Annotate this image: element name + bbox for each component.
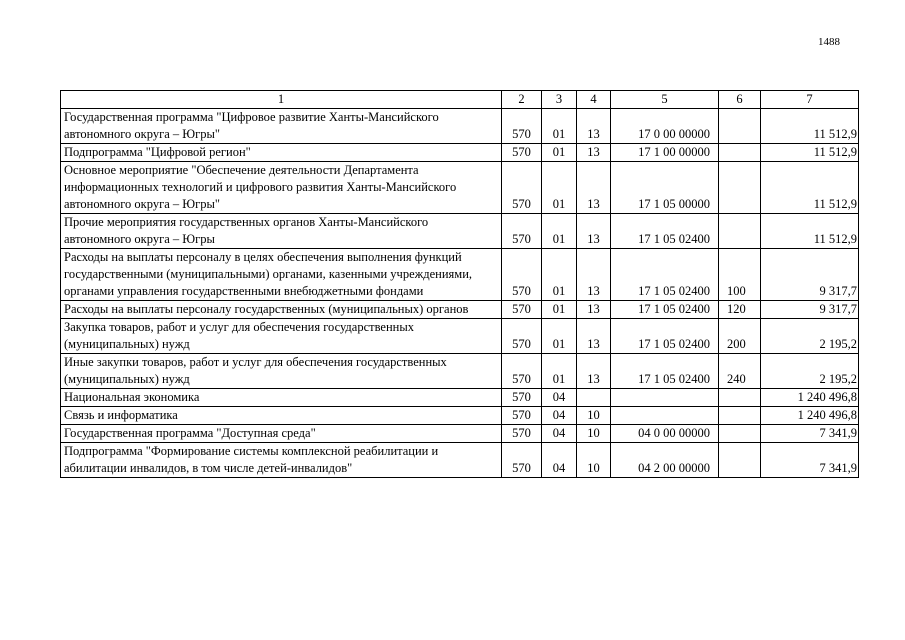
row-value-cell: 13 <box>577 354 611 389</box>
row-name-cell: Расходы на выплаты персоналу в целях обеспечения выполнения функций государственными (муниципальными) органами, казенными учреждениями, органами управления государственными внебюджетными фондами <box>61 249 502 301</box>
row-value-cell: 13 <box>577 319 611 354</box>
row-value-cell: 11 512,9 <box>761 162 859 214</box>
page-number: 1488 <box>818 36 840 48</box>
row-value-cell: 10 <box>577 425 611 443</box>
row-value-cell: 570 <box>502 249 542 301</box>
row-value-cell: 570 <box>502 319 542 354</box>
row-value-cell: 17 1 05 02400 <box>611 301 719 319</box>
header-cell: 1 <box>61 91 502 109</box>
table-row <box>61 319 859 354</box>
row-value-cell <box>611 389 719 407</box>
row-value-cell <box>719 162 761 214</box>
row-value-cell: 17 0 00 00000 <box>611 109 719 144</box>
row-value-cell: 570 <box>502 214 542 249</box>
row-value-cell: 13 <box>577 249 611 301</box>
row-value-cell: 01 <box>542 144 577 162</box>
row-value-cell: 13 <box>577 109 611 144</box>
row-value-cell: 01 <box>542 301 577 319</box>
row-value-cell: 04 <box>542 389 577 407</box>
row-value-cell: 2 195,2 <box>761 319 859 354</box>
row-value-cell: 1 240 496,8 <box>761 407 859 425</box>
row-value-cell <box>719 389 761 407</box>
row-value-cell: 13 <box>577 144 611 162</box>
row-value-cell <box>611 407 719 425</box>
row-value-cell: 7 341,9 <box>761 443 859 478</box>
row-value-cell: 570 <box>502 443 542 478</box>
row-value-cell: 9 317,7 <box>761 301 859 319</box>
row-name-cell: Основное мероприятие "Обеспечение деятельности Департамента информационных технологий и цифрового развития Ханты-Мансийского автономного округа – Югры" <box>61 162 502 214</box>
table-row <box>61 389 859 407</box>
header-cell: 2 <box>502 91 542 109</box>
row-value-cell <box>719 425 761 443</box>
row-value-cell: 7 341,9 <box>761 425 859 443</box>
header-cell: 6 <box>719 91 761 109</box>
row-value-cell: 10 <box>577 407 611 425</box>
row-value-cell: 01 <box>542 109 577 144</box>
row-value-cell: 570 <box>502 144 542 162</box>
row-value-cell: 570 <box>502 301 542 319</box>
row-value-cell: 11 512,9 <box>761 214 859 249</box>
table-row <box>61 214 859 249</box>
row-value-cell: 17 1 05 02400 <box>611 214 719 249</box>
row-name-cell: Национальная экономика <box>61 389 502 407</box>
row-value-cell: 04 <box>542 425 577 443</box>
row-value-cell: 01 <box>542 214 577 249</box>
row-name-cell: Связь и информатика <box>61 407 502 425</box>
row-value-cell: 17 1 05 02400 <box>611 354 719 389</box>
table-row <box>61 109 859 144</box>
row-name-cell: Государственная программа "Цифровое развитие Ханты-Мансийского автономного округа – Югры" <box>61 109 502 144</box>
row-value-cell: 13 <box>577 214 611 249</box>
row-value-cell <box>719 443 761 478</box>
row-value-cell: 10 <box>577 443 611 478</box>
header-cell: 5 <box>611 91 719 109</box>
row-value-cell <box>719 407 761 425</box>
header-cell: 7 <box>761 91 859 109</box>
row-name-cell: Закупка товаров, работ и услуг для обеспечения государственных (муниципальных) нужд <box>61 319 502 354</box>
row-value-cell: 570 <box>502 407 542 425</box>
row-value-cell: 9 317,7 <box>761 249 859 301</box>
row-name-cell: Государственная программа "Доступная среда" <box>61 425 502 443</box>
row-value-cell: 570 <box>502 162 542 214</box>
row-value-cell <box>577 389 611 407</box>
row-value-cell: 17 1 05 02400 <box>611 249 719 301</box>
row-value-cell: 570 <box>502 389 542 407</box>
table-header-row <box>61 91 859 109</box>
table-row <box>61 354 859 389</box>
table-row <box>61 249 859 301</box>
row-value-cell: 13 <box>577 301 611 319</box>
row-value-cell: 11 512,9 <box>761 144 859 162</box>
table-row <box>61 144 859 162</box>
row-value-cell <box>719 214 761 249</box>
row-name-cell: Иные закупки товаров, работ и услуг для обеспечения государственных (муниципальных) нужд <box>61 354 502 389</box>
row-value-cell <box>719 144 761 162</box>
row-name-cell: Подпрограмма "Формирование системы комплексной реабилитации и абилитации инвалидов, в том числе детей-инвалидов" <box>61 443 502 478</box>
row-value-cell: 100 <box>719 249 761 301</box>
row-value-cell: 01 <box>542 162 577 214</box>
row-value-cell: 01 <box>542 354 577 389</box>
row-value-cell: 17 1 00 00000 <box>611 144 719 162</box>
header-cell: 3 <box>542 91 577 109</box>
row-value-cell: 570 <box>502 354 542 389</box>
budget-table <box>60 90 859 478</box>
row-value-cell: 13 <box>577 162 611 214</box>
row-name-cell: Прочие мероприятия государственных органов Ханты-Мансийского автономного округа – Югры <box>61 214 502 249</box>
row-value-cell: 17 1 05 00000 <box>611 162 719 214</box>
row-value-cell: 120 <box>719 301 761 319</box>
row-value-cell: 570 <box>502 109 542 144</box>
row-name-cell: Расходы на выплаты персоналу государственных (муниципальных) органов <box>61 301 502 319</box>
row-value-cell: 04 <box>542 443 577 478</box>
row-value-cell: 01 <box>542 249 577 301</box>
row-value-cell: 200 <box>719 319 761 354</box>
table-row <box>61 407 859 425</box>
row-name-cell: Подпрограмма "Цифровой регион" <box>61 144 502 162</box>
row-value-cell: 1 240 496,8 <box>761 389 859 407</box>
row-value-cell: 570 <box>502 425 542 443</box>
row-value-cell: 01 <box>542 319 577 354</box>
table-row <box>61 443 859 478</box>
row-value-cell: 11 512,9 <box>761 109 859 144</box>
table-row <box>61 162 859 214</box>
table-row <box>61 301 859 319</box>
row-value-cell: 17 1 05 02400 <box>611 319 719 354</box>
row-value-cell: 04 0 00 00000 <box>611 425 719 443</box>
row-value-cell <box>719 109 761 144</box>
header-cell: 4 <box>577 91 611 109</box>
row-value-cell: 2 195,2 <box>761 354 859 389</box>
row-value-cell: 04 2 00 00000 <box>611 443 719 478</box>
table-row <box>61 425 859 443</box>
row-value-cell: 240 <box>719 354 761 389</box>
row-value-cell: 04 <box>542 407 577 425</box>
